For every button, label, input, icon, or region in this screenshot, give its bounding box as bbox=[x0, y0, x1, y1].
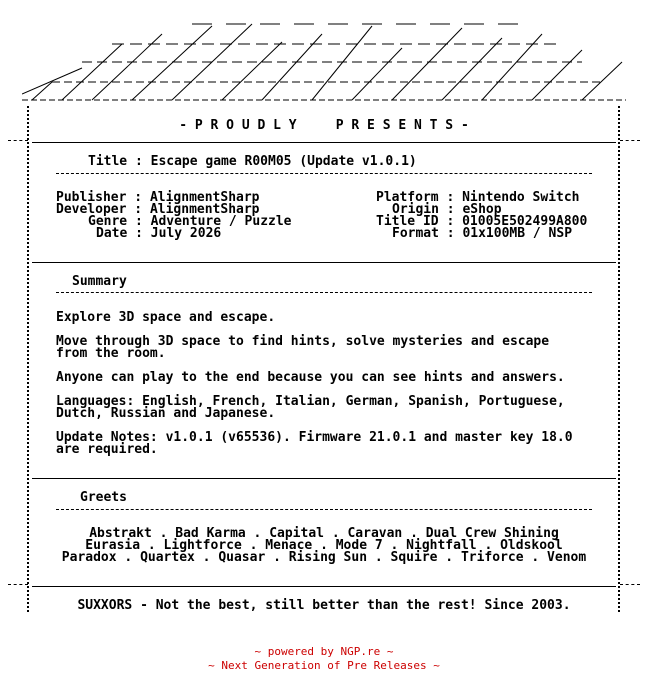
summary-p5: Update Notes: v1.0.1 (v65536). Firmware 21.0.1 and master key 18.0 are required. bbox=[56, 430, 573, 457]
publisher-value: AlignmentSharp bbox=[149, 190, 260, 205]
footer-powered-by: ~ powered by NGP.re ~ bbox=[254, 645, 394, 658]
developer-label: Developer bbox=[56, 202, 127, 217]
ascii-logo bbox=[22, 14, 626, 110]
platform-value: Nintendo Switch bbox=[462, 190, 580, 205]
frame-tick-left-top bbox=[8, 140, 28, 141]
origin-value: eShop bbox=[462, 202, 502, 217]
greets-line-2: Eurasia . Lightforce . Menace . Mode 7 . Nightfall . Oldskool bbox=[85, 538, 563, 553]
info-genre: Genre : Adventure / Puzzle bbox=[88, 214, 292, 229]
info-platform: Platform : Nintendo Switch bbox=[376, 190, 580, 205]
divider-top bbox=[32, 142, 616, 143]
title-id-label: Title ID bbox=[376, 214, 439, 229]
frame-right bbox=[618, 106, 620, 612]
frame-tick-right-top bbox=[620, 140, 640, 141]
tagline: SUXXORS - Not the best, still better than the rest! Since 2003. bbox=[77, 598, 571, 613]
greets-underline bbox=[56, 509, 592, 510]
summary-underline bbox=[56, 292, 592, 293]
info-title-id: Title ID : 01005E502499A800 bbox=[376, 214, 588, 229]
divider-greets bbox=[32, 478, 616, 479]
genre-label: Genre bbox=[88, 214, 128, 229]
title-line: Title : Escape game R00M05 (Update v1.0.1) bbox=[88, 154, 417, 169]
frame-tick-left-bottom bbox=[8, 584, 28, 585]
summary-p1: Explore 3D space and escape. bbox=[56, 310, 276, 325]
info-date: Date : July 2026 bbox=[96, 226, 222, 241]
frame-tick-right-bottom bbox=[620, 584, 640, 585]
summary-heading: Summary bbox=[72, 274, 127, 289]
frame-left bbox=[27, 106, 29, 612]
summary-p4: Languages: English, French, Italian, German, Spanish, Portuguese, Dutch, Russian and Japanese. bbox=[56, 394, 565, 421]
developer-value: AlignmentSharp bbox=[149, 202, 260, 217]
info-origin: Origin : eShop bbox=[392, 202, 502, 217]
summary-p3: Anyone can play to the end because you can see hints and answers. bbox=[56, 370, 565, 385]
greets-heading: Greets bbox=[80, 490, 127, 505]
info-publisher: Publisher : AlignmentSharp bbox=[56, 190, 260, 205]
title-id-value: 01005E502499A800 bbox=[462, 214, 588, 229]
greets-line-1: Abstrakt . Bad Karma . Capital . Caravan . Dual Crew Shining bbox=[89, 526, 559, 541]
publisher-label: Publisher bbox=[56, 190, 127, 205]
divider-summary bbox=[32, 262, 616, 263]
presents-heading: - P R O U D L Y P R E S E N T S - bbox=[179, 118, 469, 133]
summary-p2: Move through 3D space to find hints, solve mysteries and escape from the room. bbox=[56, 334, 550, 361]
date-label: Date bbox=[96, 226, 128, 241]
divider-bottom bbox=[32, 586, 616, 587]
footer-next-generation: ~ Next Generation of Pre Releases ~ bbox=[208, 659, 440, 672]
info-developer: Developer : AlignmentSharp bbox=[56, 202, 260, 217]
title-underline bbox=[56, 173, 592, 174]
date-value: July 2026 bbox=[150, 226, 222, 241]
info-format: Format : 01x100MB / NSP bbox=[392, 226, 573, 241]
greets-line-3: Paradox . Quartex . Quasar . Rising Sun . Squire . Triforce . Venom bbox=[61, 550, 587, 565]
format-label: Format bbox=[392, 226, 439, 241]
origin-label: Origin bbox=[392, 202, 439, 217]
genre-value: Adventure / Puzzle bbox=[150, 214, 292, 229]
platform-label: Platform bbox=[376, 190, 439, 205]
format-value: 01x100MB / NSP bbox=[462, 226, 573, 241]
